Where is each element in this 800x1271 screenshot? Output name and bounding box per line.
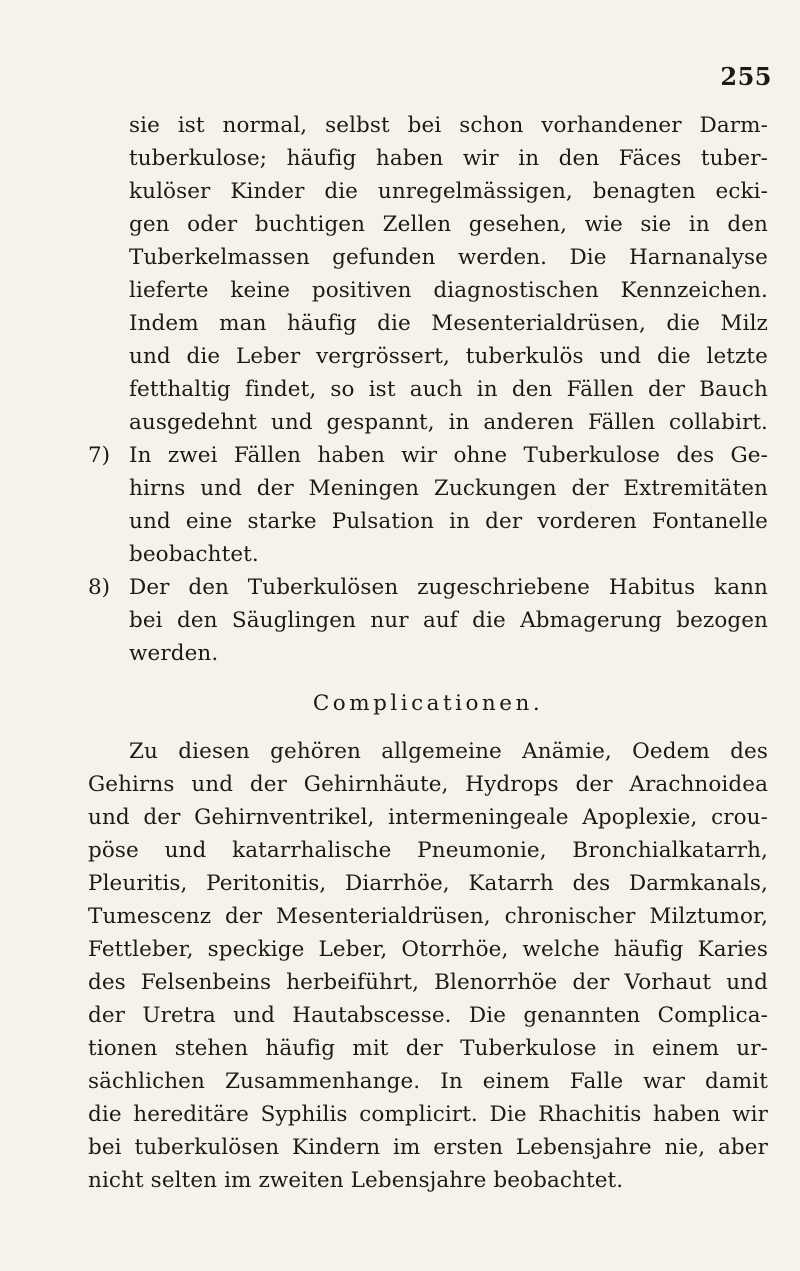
text-line: tionen stehen häufig mit der Tuberkulose in einem ur- — [88, 1036, 768, 1061]
text-line: kulöser Kinder die unregelmässigen, benagten ecki- — [129, 179, 768, 204]
text-line: tuberkulose; häufig haben wir in den Fäces tuber- — [129, 146, 768, 171]
item-number: 8) — [88, 575, 111, 600]
text-line: der Uretra und Hautabscesse. Die genannten Complica- — [88, 1003, 768, 1028]
section-heading: Complicationen. — [312, 691, 544, 716]
text-line: werden. — [129, 641, 219, 666]
text-line: Pleuritis, Peritonitis, Diarrhöe, Katarrh des Darmkanals, — [88, 871, 768, 896]
text-line: sächlichen Zusammenhange. In einem Falle war damit — [88, 1069, 768, 1094]
text-line: Zu diesen gehören allgemeine Anämie, Oedem des — [129, 739, 768, 764]
text-line: die hereditäre Syphilis complicirt. Die Rhachitis haben wir — [88, 1102, 768, 1127]
text-line: Der den Tuberkulösen zugeschriebene Habitus kann — [129, 575, 768, 600]
page-number: 255 — [720, 62, 772, 91]
text-line: sie ist normal, selbst bei schon vorhandener Darm- — [129, 113, 768, 138]
text-line: Tuberkelmassen gefunden werden. Die Harnanalyse — [129, 245, 768, 270]
text-line: beobachtet. — [129, 542, 259, 567]
text-line: Tumescenz der Mesenterialdrüsen, chronischer Milztumor, — [88, 904, 768, 929]
text-line: fetthaltig findet, so ist auch in den Fällen der Bauch — [129, 377, 768, 402]
text-line: und die Leber vergrössert, tuberkulös und die letzte — [129, 344, 768, 369]
text-line: In zwei Fällen haben wir ohne Tuberkulose des Ge- — [129, 443, 768, 468]
text-line: und der Gehirnventrikel, intermeningeale Apoplexie, crou- — [88, 805, 768, 830]
text-line: lieferte keine positiven diagnostischen Kennzeichen. — [129, 278, 768, 303]
text-line: bei tuberkulösen Kindern im ersten Lebensjahre nie, aber — [88, 1135, 768, 1160]
text-line: bei den Säuglingen nur auf die Abmagerung bezogen — [129, 608, 768, 633]
text-line: des Felsenbeins herbeiführt, Blenorrhöe der Vorhaut und — [88, 970, 768, 995]
text-line: Indem man häufig die Mesenterialdrüsen, die Milz — [129, 311, 768, 336]
text-line: Gehirns und der Gehirnhäute, Hydrops der Arachnoidea — [88, 772, 768, 797]
text-line: und eine starke Pulsation in der vorderen Fontanelle — [129, 509, 768, 534]
text-line: hirns und der Meningen Zuckungen der Extremitäten — [129, 476, 768, 501]
text-line: pöse und katarrhalische Pneumonie, Bronchialkatarrh, — [88, 838, 768, 863]
text-line: gen oder buchtigen Zellen gesehen, wie sie in den — [129, 212, 768, 237]
item-number: 7) — [88, 443, 111, 468]
text-line: nicht selten im zweiten Lebensjahre beobachtet. — [88, 1168, 624, 1193]
text-line: ausgedehnt und gespannt, in anderen Fällen collabirt. — [129, 410, 768, 435]
text-line: Fettleber, speckige Leber, Otorrhöe, welche häufig Karies — [88, 937, 768, 962]
